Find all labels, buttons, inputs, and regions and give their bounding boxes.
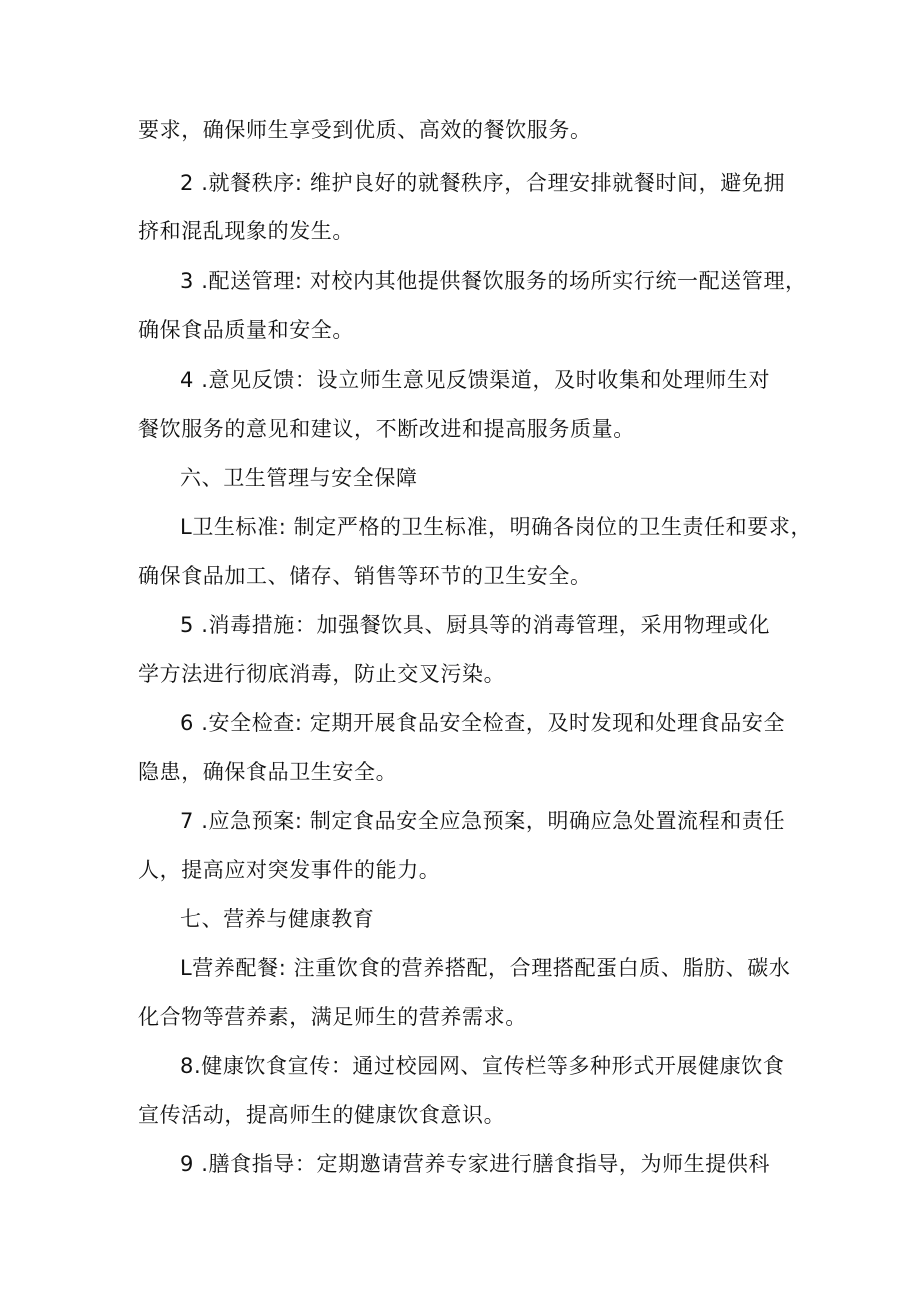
paragraph-line: 2 .就餐秩序: 维护良好的就餐秩序，合理安排就餐时间，避免拥 <box>180 171 786 195</box>
paragraph-line: 确保食品加工、储存、销售等环节的卫生安全。 <box>138 564 592 588</box>
paragraph-line: 4 .意见反馈：设立师生意见反馈渠道，及时收集和处理师生对 <box>180 368 771 392</box>
paragraph-line: 5 .消毒措施：加强餐饮具、厨具等的消毒管理，采用物理或化 <box>180 613 771 637</box>
paragraph-line: L卫生标准: 制定严格的卫生标准，明确各岗位的卫生责任和要求， <box>180 515 813 539</box>
paragraph-line: 餐饮服务的意见和建议，不断改进和提高服务质量。 <box>138 417 635 441</box>
paragraph-line: 挤和混乱现象的发生。 <box>138 219 354 243</box>
paragraph-line: 8.健康饮食宣传：通过校园网、宣传栏等多种形式开展健康饮食 <box>180 1054 785 1078</box>
paragraph-line: 9 .膳食指导：定期邀请营养专家进行膳食指导，为师生提供科 <box>180 1152 771 1176</box>
section-heading: 六、卫生管理与安全保障 <box>180 466 418 490</box>
paragraph-line: 3 .配送管理: 对校内其他提供餐饮服务的场所实行统一配送管理， <box>180 269 807 293</box>
paragraph-line: 隐患，确保食品卫生安全。 <box>138 760 398 784</box>
paragraph-line: 7 .应急预案: 制定食品安全应急预案，明确应急处置流程和责任 <box>180 809 786 833</box>
section-heading: 七、营养与健康教育 <box>180 907 375 931</box>
paragraph-line: 化合物等营养素，满足师生的营养需求。 <box>138 1005 527 1029</box>
paragraph-line: 确保食品质量和安全。 <box>138 318 354 342</box>
paragraph-line: 人，提高应对突发事件的能力。 <box>138 858 441 882</box>
paragraph-line: 要求，确保师生享受到优质、高效的餐饮服务。 <box>138 118 592 142</box>
paragraph-line: L营养配餐: 注重饮食的营养搭配，合理搭配蛋白质、脂肪、碳水 <box>180 956 791 980</box>
paragraph-line: 6 .安全检查: 定期开展食品安全检查，及时发现和处理食品安全 <box>180 711 786 735</box>
paragraph-line: 学方法进行彻底消毒，防止交叉污染。 <box>138 662 506 686</box>
paragraph-line: 宣传活动，提高师生的健康饮食意识。 <box>138 1103 506 1127</box>
